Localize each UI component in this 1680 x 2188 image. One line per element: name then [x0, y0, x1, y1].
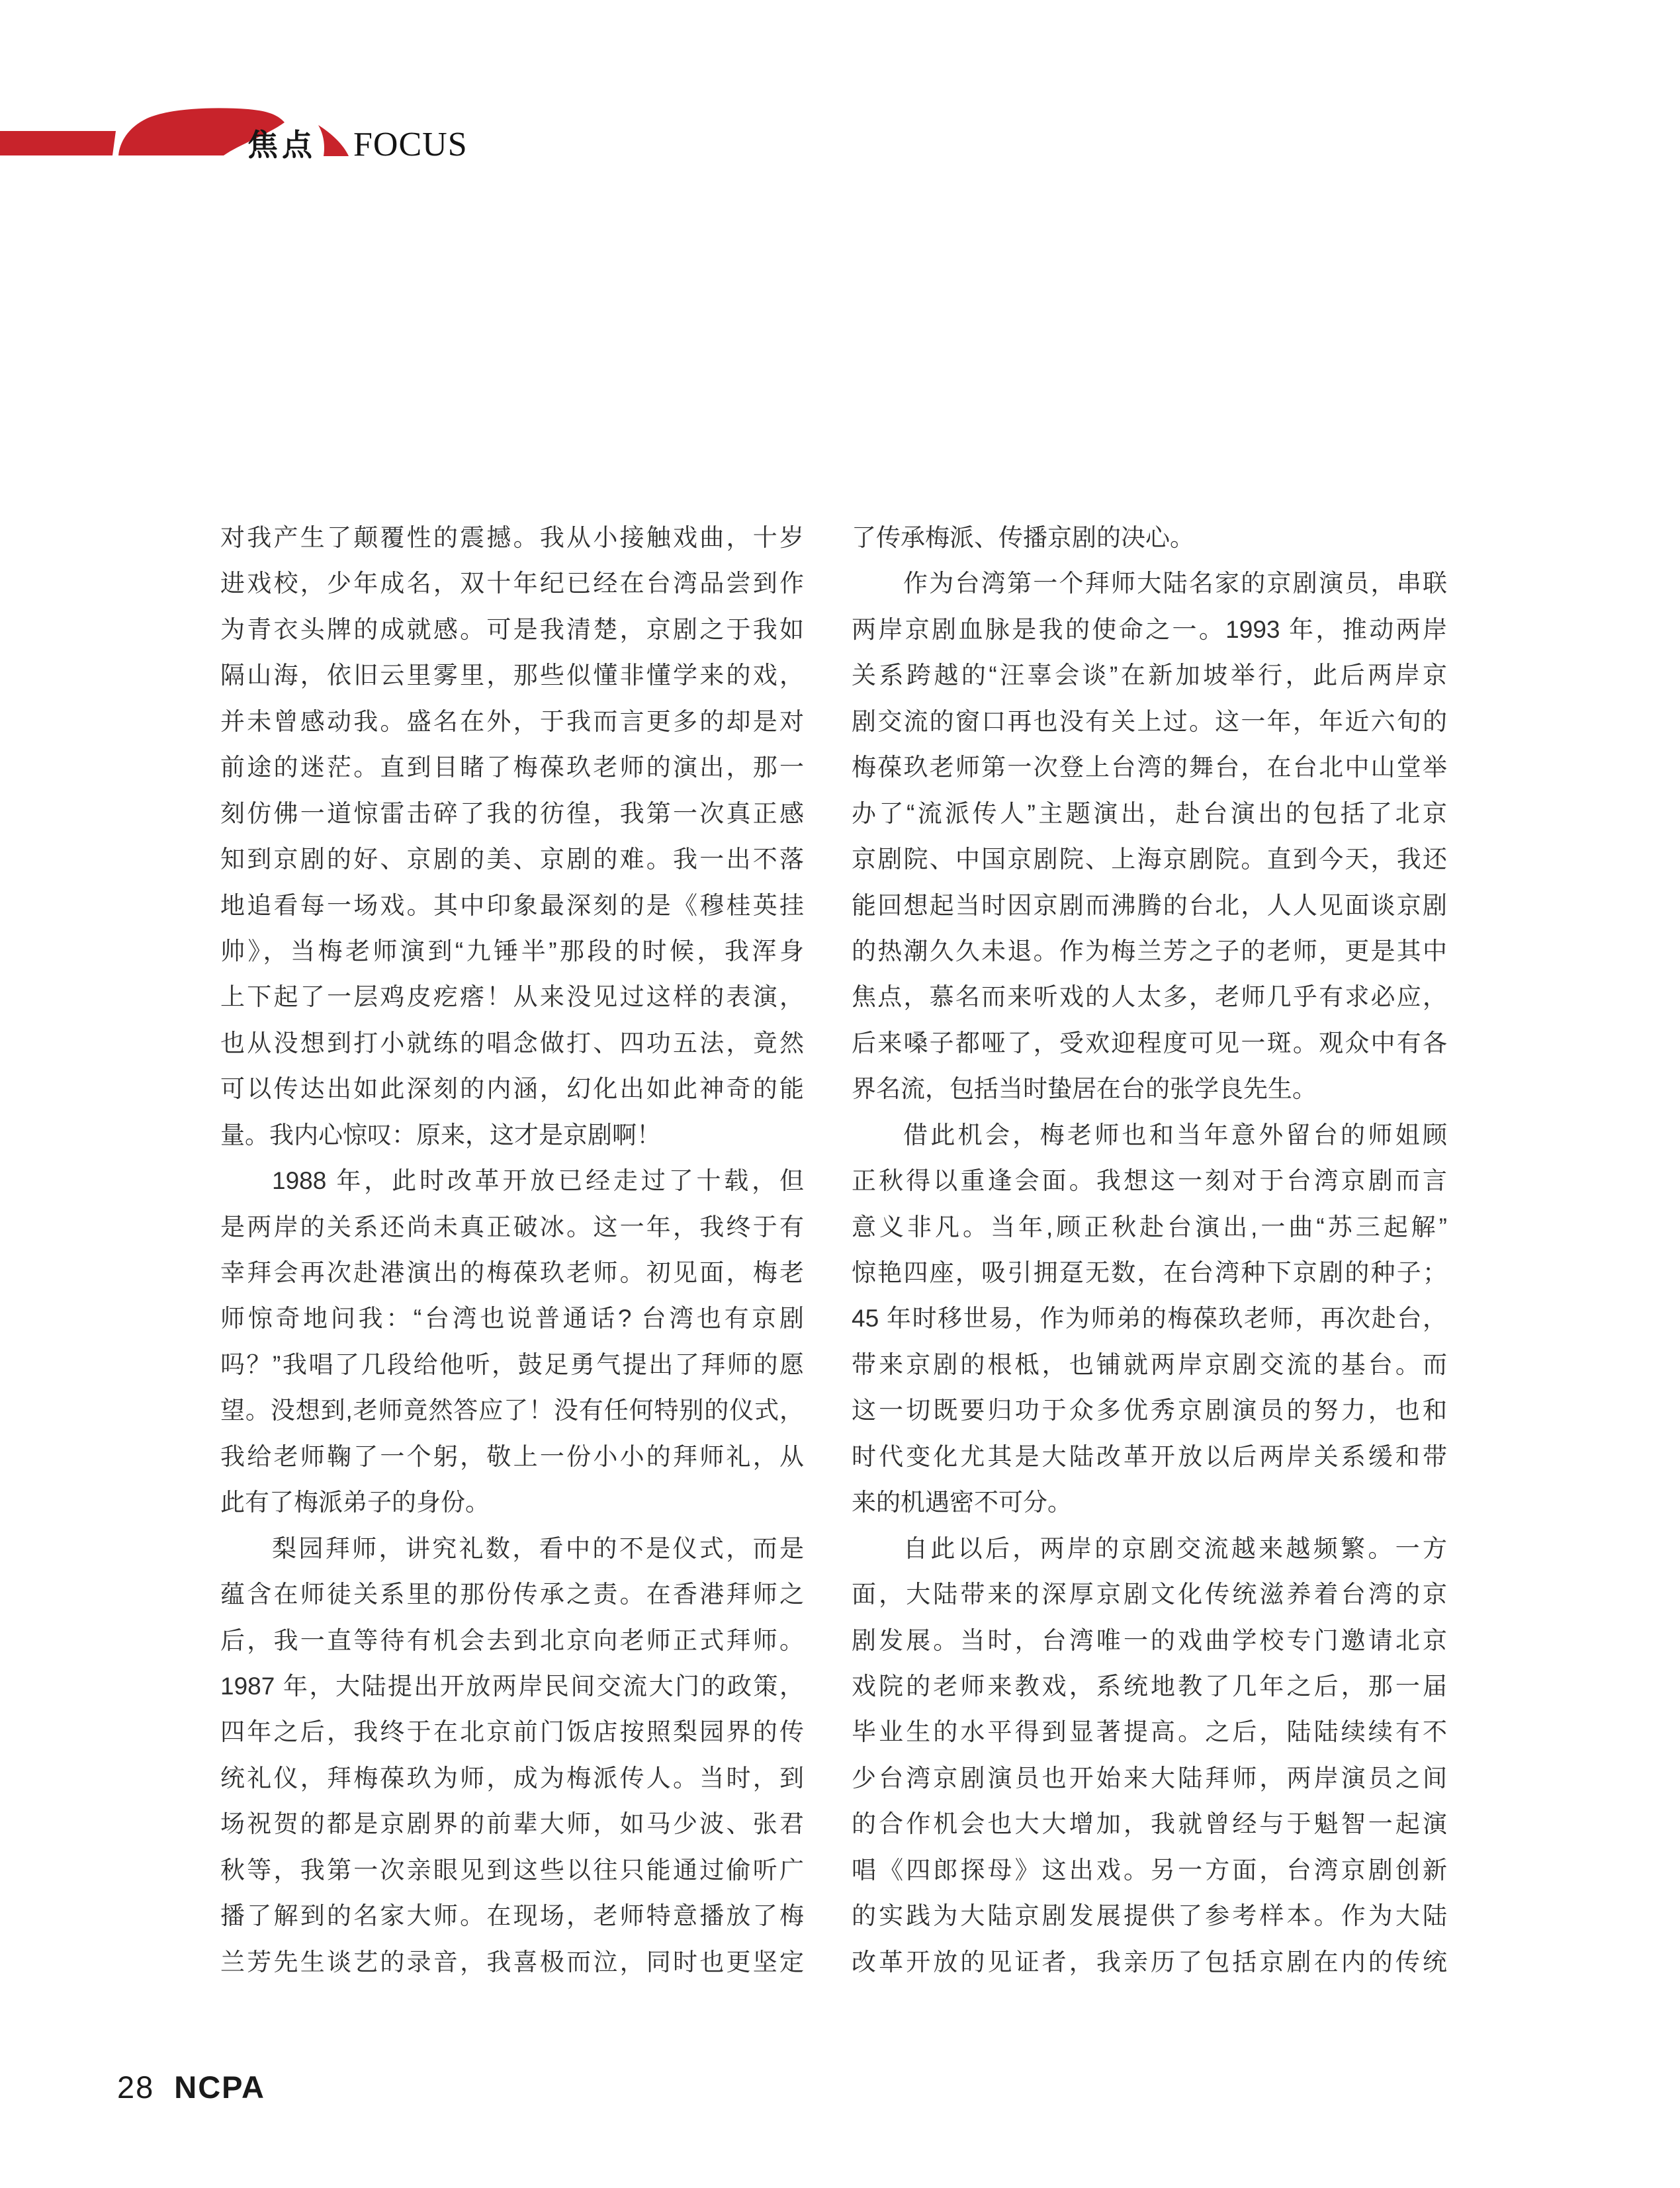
text-line: 改革开放的见证者，我亲历了包括京剧在内的传统: [852, 1948, 1447, 1976]
article-column-left: [220, 515, 804, 1985]
text-line: 幸拜会再次赴港演出的梅葆玖老师。初见面，梅老: [220, 1259, 804, 1286]
text-line: 兰芳先生谈艺的录音，我喜极而泣，同时也更坚定: [220, 1948, 804, 1976]
magazine-brand: NCPA: [174, 2070, 265, 2105]
text-line: 并未曾感动我。盛名在外，于我而言更多的却是对: [220, 707, 804, 735]
text-line: 焦点，慕名而来听戏的人太多，老师几乎有求必应，: [852, 983, 1447, 1011]
text-line: 的热潮久久未退。作为梅兰芳之子的老师，更是其中: [852, 937, 1447, 965]
text-line: 唱《四郎探母》这出戏。另一方面，台湾京剧创新: [852, 1856, 1447, 1884]
text-line: 上下起了一层鸡皮疙瘩！从来没见过这样的表演，: [220, 983, 804, 1011]
text-line: 京剧院、中国京剧院、上海京剧院。直到今天，我还: [852, 846, 1447, 873]
text-line: 后来嗓子都哑了，受欢迎程度可见一斑。观众中有各: [852, 1029, 1447, 1057]
text-line: 45 年时移世易，作为师弟的梅葆玖老师，再次赴台，: [852, 1305, 1447, 1333]
text-line: 自此以后，两岸的京剧交流越来越频繁。一方: [903, 1534, 1447, 1562]
page-number: 28: [117, 2070, 155, 2105]
text-line: 面，大陆带来的深厚京剧文化传统滋养着台湾的京: [852, 1581, 1447, 1608]
text-line: 的实践为大陆京剧发展提供了参考样本。作为大陆: [852, 1902, 1447, 1930]
text-line: 梨园拜师，讲究礼数，看中的不是仪式，而是: [272, 1534, 804, 1562]
text-line: 蕴含在师徒关系里的那份传承之责。在香港拜师之: [220, 1581, 804, 1608]
text-line: 前途的迷茫。直到目睹了梅葆玖老师的演出，那一: [220, 754, 804, 781]
text-line: 播了解到的名家大师。在现场，老师特意播放了梅: [220, 1902, 804, 1930]
text-line: 可以传达出如此深刻的内涵，幻化出如此神奇的能: [220, 1075, 804, 1103]
text-line: 关系跨越的“汪辜会谈”在新加坡举行，此后两岸京: [852, 662, 1447, 689]
text-line: 时代变化尤其是大陆改革开放以后两岸关系缓和带: [852, 1442, 1447, 1470]
text-line: 少台湾京剧演员也开始来大陆拜师，两岸演员之间: [852, 1764, 1447, 1792]
text-line: 来的机遇密不可分。: [852, 1489, 1072, 1516]
text-line: 毕业生的水平得到显著提高。之后，陆陆续续有不: [852, 1718, 1447, 1746]
text-line: 吗？”我唱了几段给他听，鼓足勇气提出了拜师的愿: [220, 1350, 804, 1378]
text-line: 此有了梅派弟子的身份。: [220, 1489, 490, 1516]
text-line: 了传承梅派、传播京剧的决心。: [852, 524, 1194, 551]
text-line: 梅葆玖老师第一次登上台湾的舞台，在台北中山堂举: [852, 754, 1447, 781]
red-bar-shape: [0, 131, 116, 155]
text-line: 四年之后，我终于在北京前门饭店按照梨园界的传: [220, 1718, 804, 1746]
text-line: 对我产生了颠覆性的震撼。我从小接触戏曲，十岁: [220, 524, 804, 551]
page-footer: [117, 2072, 265, 2103]
text-line: 为青衣头牌的成就感。可是我清楚，京剧之于我如: [220, 615, 804, 643]
text-line: 能回想起当时因京剧而沸腾的台北，人人见面谈京剧: [852, 891, 1447, 919]
text-line: 剧发展。当时，台湾唯一的戏曲学校专门邀请北京: [852, 1626, 1447, 1654]
text-line: 剧交流的窗口再也没有关上过。这一年，年近六旬的: [852, 707, 1447, 735]
text-line: 秋等，我第一次亲眼见到这些以往只能通过偷听广: [220, 1856, 804, 1884]
text-line: 正秋得以重逢会面。我想这一刻对于台湾京剧而言: [852, 1167, 1447, 1195]
text-line: 办了“流派传人”主题演出，赴台演出的包括了北京: [852, 799, 1447, 827]
text-line: 借此机会，梅老师也和当年意外留台的师姐顾: [903, 1121, 1447, 1149]
text-line: 刻仿佛一道惊雷击碎了我的彷徨，我第一次真正感: [220, 799, 804, 827]
text-line: 戏院的老师来教戏，系统地教了几年之后，那一届: [852, 1672, 1447, 1700]
text-line: 场祝贺的都是京剧界的前辈大师，如马少波、张君: [220, 1810, 804, 1838]
text-line: 这一切既要归功于众多优秀京剧演员的努力，也和: [852, 1397, 1447, 1424]
text-line: 隔山海，依旧云里雾里，那些似懂非懂学来的戏，: [220, 662, 804, 689]
text-line: 我给老师鞠了一个躬，敬上一份小小的拜师礼，从: [220, 1442, 804, 1470]
text-line: 师惊奇地问我：“台湾也说普通话? 台湾也有京剧: [220, 1305, 804, 1333]
text-line: 两岸京剧血脉是我的使命之一。1993 年，推动两岸: [852, 615, 1447, 643]
text-line: 地追看每一场戏。其中印象最深刻的是《穆桂英挂: [220, 891, 804, 919]
text-line: 1988 年，此时改革开放已经走过了十载，但: [272, 1167, 804, 1195]
text-line: 惊艳四座，吸引拥趸无数，在台湾种下京剧的种子；: [852, 1259, 1447, 1286]
text-line: 是两岸的关系还尚未真正破冰。这一年，我终于有: [220, 1213, 804, 1241]
text-line: 知到京剧的好、京剧的美、京剧的难。我一出不落: [220, 846, 804, 873]
text-line: 界名流，包括当时蛰居在台的张学良先生。: [852, 1075, 1317, 1103]
text-line: 也从没想到打小就练的唱念做打、四功五法，竟然: [220, 1029, 804, 1057]
text-line: 的合作机会也大大增加，我就曾经与于魁智一起演: [852, 1810, 1447, 1838]
text-line: 帅》，当梅老师演到“九锤半”那段的时候，我浑身: [220, 937, 804, 965]
text-line: 进戏校，少年成名，双十年纪已经在台湾品尝到作: [220, 570, 804, 597]
red-wave-right-shape: [318, 125, 349, 156]
text-line: 作为台湾第一个拜师大陆名家的京剧演员，串联: [903, 570, 1447, 597]
text-line: 意义非凡。当年,顾正秋赴台演出,一曲“苏三起解”: [852, 1213, 1447, 1241]
text-line: 望。没想到,老师竟然答应了！没有任何特别的仪式，: [220, 1397, 804, 1424]
text-line: 量。我内心惊叹：原来，这才是京剧啊！: [220, 1121, 661, 1149]
section-title-chinese: 焦点: [247, 128, 316, 162]
text-line: 统礼仪，拜梅葆玖为师，成为梅派传人。当时，到: [220, 1764, 804, 1792]
section-title-english: FOCUS: [353, 126, 468, 163]
text-line: 1987 年，大陆提出开放两岸民间交流大门的政策，: [220, 1672, 804, 1700]
text-line: 后，我一直等待有机会去到北京向老师正式拜师。: [220, 1626, 804, 1654]
article-column-right: [852, 515, 1447, 1985]
text-line: 带来京剧的根柢，也铺就两岸京剧交流的基台。而: [852, 1350, 1447, 1378]
